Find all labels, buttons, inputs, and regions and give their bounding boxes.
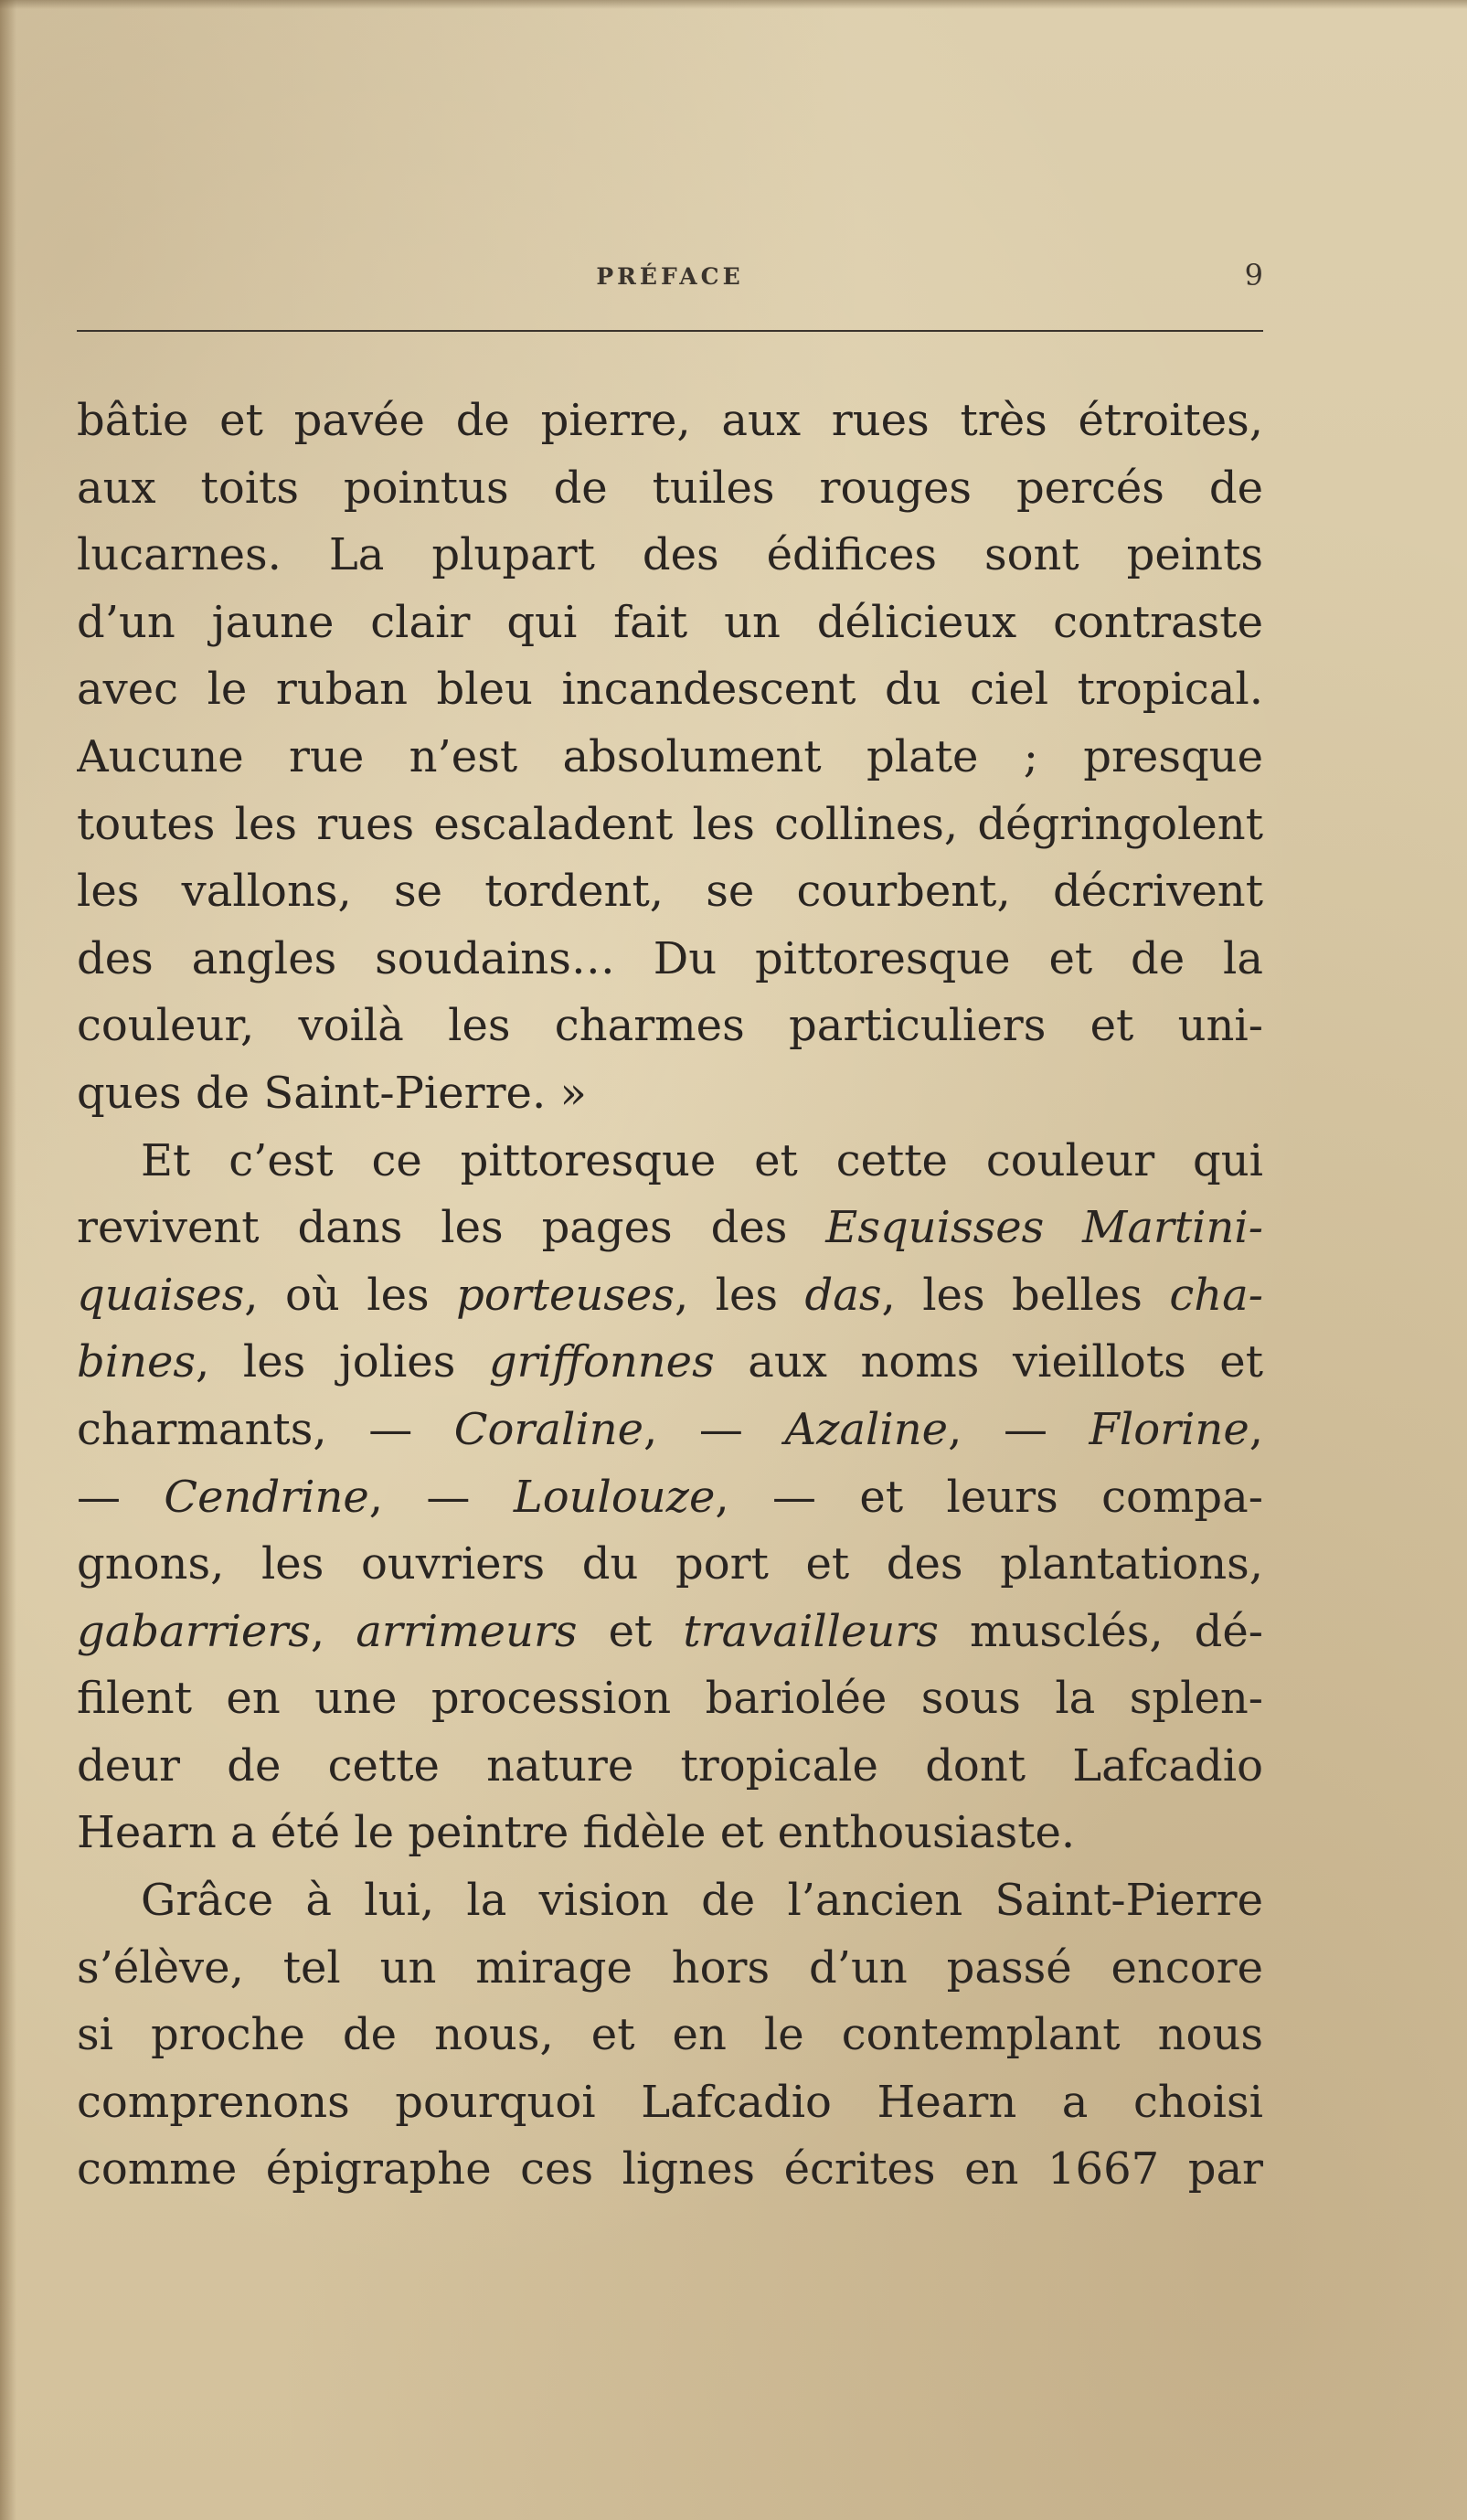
italic-text: Cendrine	[164, 1471, 369, 1523]
text-line	[77, 1060, 1263, 1128]
italic-text: travailleurs	[683, 1605, 939, 1657]
text-line	[77, 1397, 1263, 1464]
italic-text: arrimeurs	[356, 1605, 578, 1657]
text-line	[77, 2002, 1263, 2069]
page-number: 9	[1244, 258, 1263, 292]
text-segment: Hearn a été le peintre fidèle et enthousiaste.	[77, 1807, 1076, 1859]
italic-text: Florine	[1089, 1403, 1249, 1455]
page-edge-shadow	[0, 0, 16, 2520]
text-segment: ,	[1249, 1403, 1263, 1455]
text-segment: les vallons, se tordent, se courbent, décrivent	[77, 866, 1263, 918]
text-segment: ques de Saint-Pierre. »	[77, 1067, 587, 1119]
text-line	[77, 1262, 1263, 1330]
text-line	[77, 656, 1263, 724]
italic-text: Azaline	[784, 1403, 949, 1455]
text-segment: filent en une procession bariolée sous la splen-	[77, 1673, 1263, 1725]
text-line	[77, 1935, 1263, 2003]
text-segment: , les	[674, 1269, 805, 1321]
text-segment: comme épigraphe ces lignes écrites en 1667 par	[77, 2143, 1263, 2196]
text-segment: s’élève, tel un mirage hors d’un passé encore	[77, 1941, 1263, 1994]
text-segment: si proche de nous, et en le contemplant nous	[77, 2009, 1263, 2061]
italic-text: quaises	[77, 1269, 245, 1321]
text-line	[77, 858, 1263, 926]
page-header	[77, 258, 1263, 303]
text-segment: , —	[643, 1403, 785, 1455]
text-segment: gnons, les ouvriers du port et des plantations,	[77, 1538, 1263, 1590]
text-segment: couleur, voilà les charmes particuliers et uni-	[77, 1000, 1263, 1052]
italic-text: Loulouze	[513, 1471, 716, 1523]
text-segment: , —	[368, 1471, 514, 1523]
text-segment: —	[77, 1471, 165, 1523]
text-segment: charmants, —	[77, 1403, 454, 1455]
text-line	[77, 590, 1263, 657]
text-segment: aux noms vieillots et	[714, 1336, 1263, 1388]
italic-text: gabarriers	[77, 1605, 311, 1657]
italic-text: das	[804, 1269, 882, 1321]
text-line	[77, 2069, 1263, 2137]
text-segment: , les jolies	[196, 1336, 489, 1388]
text-line	[77, 1195, 1263, 1262]
text-segment: et	[577, 1605, 684, 1657]
text-segment: ,	[310, 1605, 356, 1657]
running-title: PRÉFACE	[596, 263, 744, 290]
text-segment: des angles soudains… Du pittoresque et de la	[77, 932, 1263, 984]
text-segment: musclés, dé-	[938, 1605, 1263, 1657]
text-line	[77, 2136, 1263, 2204]
italic-text: Coraline	[453, 1403, 644, 1455]
text-line	[77, 1800, 1263, 1867]
text-segment: , — et leurs compa-	[715, 1471, 1263, 1523]
italic-text: Esquisses Martini-	[825, 1202, 1263, 1254]
text-line	[77, 926, 1263, 994]
text-segment: d’un jaune clair qui fait un délicieux contraste	[77, 596, 1263, 648]
italic-text: cha-	[1169, 1269, 1263, 1321]
text-line	[77, 792, 1263, 859]
italic-text: bines	[77, 1336, 197, 1388]
text-segment: aux toits pointus de tuiles rouges percés de	[77, 462, 1263, 514]
italic-text: porteuses	[456, 1269, 675, 1321]
text-segment: toutes les rues escaladent les collines, dégringolent	[77, 798, 1263, 850]
text-segment: avec le ruban bleu incandescent du ciel tropical.	[77, 664, 1263, 716]
text-segment: lucarnes. La plupart des édifices sont peints	[77, 529, 1263, 581]
text-line	[77, 1733, 1263, 1801]
text-line	[77, 388, 1263, 455]
header-rule	[77, 330, 1263, 332]
body-text	[77, 388, 1263, 2204]
text-line	[77, 455, 1263, 523]
text-line	[77, 993, 1263, 1060]
text-line	[77, 1599, 1263, 1666]
text-segment: , où les	[244, 1269, 457, 1321]
text-line	[77, 1867, 1263, 1935]
text-line	[77, 522, 1263, 590]
text-line	[77, 1128, 1263, 1196]
text-segment: Et c’est ce pittoresque et cette couleur qui	[141, 1134, 1263, 1186]
text-segment: revivent dans les pages des	[77, 1202, 826, 1254]
text-line	[77, 1531, 1263, 1599]
text-segment: Aucune rue n’est absolument plate ; presque	[77, 730, 1263, 782]
italic-text: griffonnes	[488, 1336, 715, 1388]
text-line	[77, 1665, 1263, 1733]
text-segment: bâtie et pavée de pierre, aux rues très étroites,	[77, 395, 1263, 446]
text-segment: comprenons pourquoi Lafcadio Hearn a choisi	[77, 2076, 1263, 2128]
text-segment: , les belles	[881, 1269, 1170, 1321]
text-segment: Grâce à lui, la vision de l’ancien Saint-Pierre	[141, 1875, 1263, 1927]
text-line	[77, 1329, 1263, 1397]
text-line	[77, 724, 1263, 792]
text-line	[77, 1464, 1263, 1532]
text-segment: , —	[948, 1403, 1090, 1455]
text-segment: deur de cette nature tropicale dont Lafcadio	[77, 1739, 1263, 1792]
page-top-shadow	[0, 0, 1467, 9]
